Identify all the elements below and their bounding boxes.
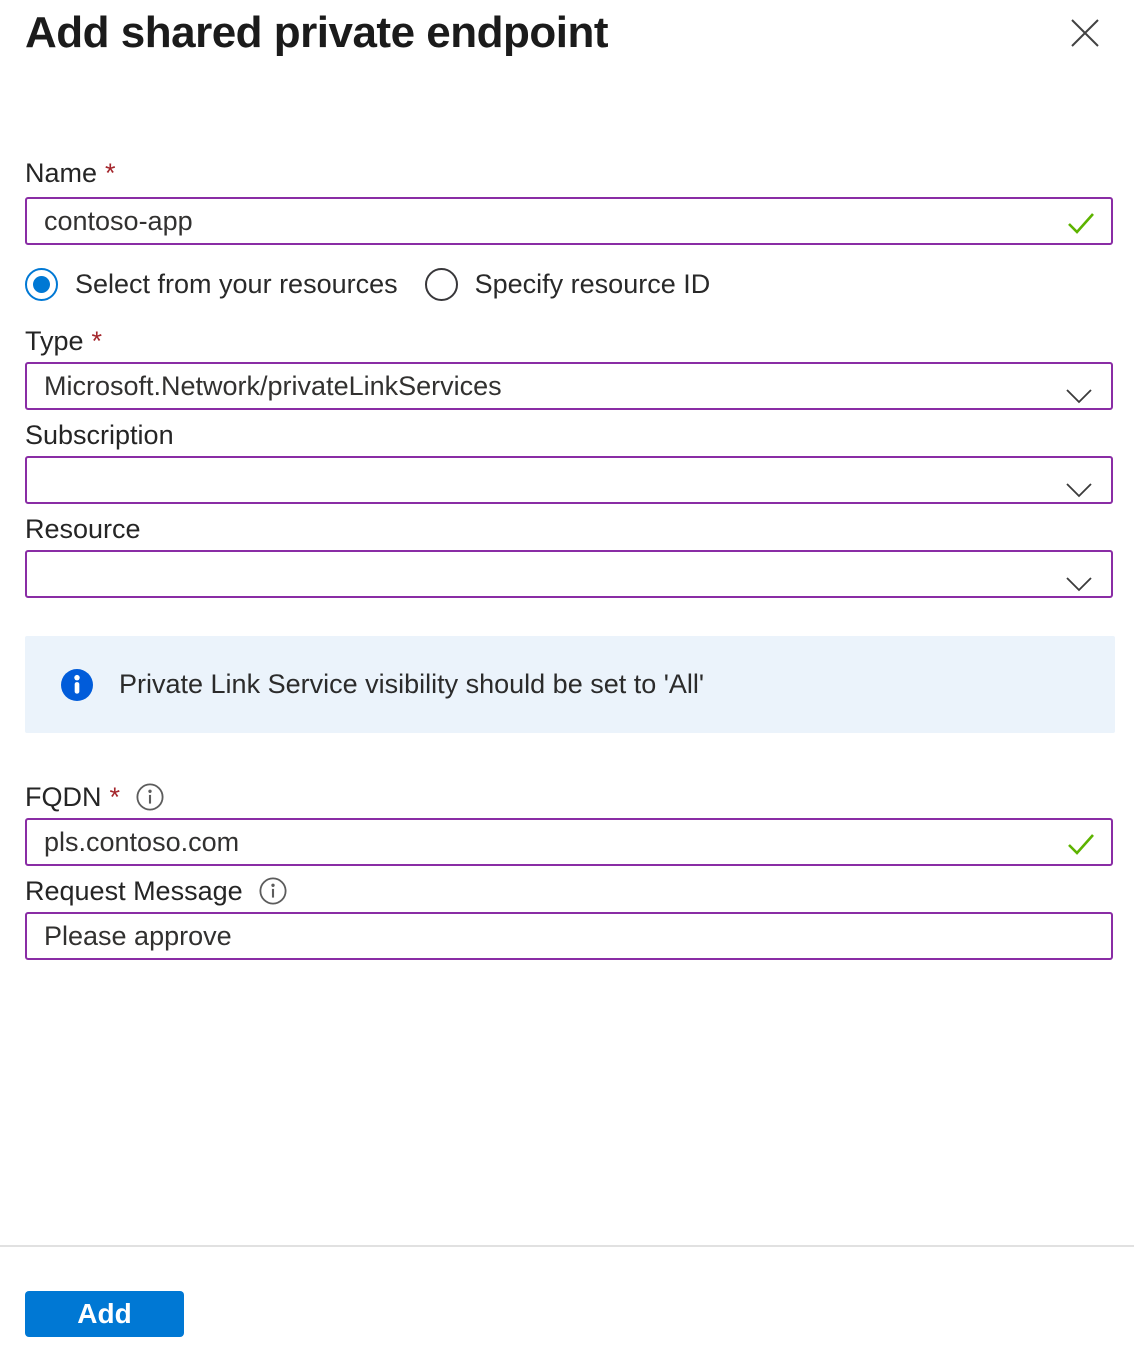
valid-check-icon [1066, 211, 1096, 242]
request-message-label: Request Message [25, 876, 243, 906]
request-message-field[interactable] [25, 912, 1113, 960]
required-asterisk: * [105, 158, 116, 188]
info-filled-icon [61, 669, 93, 701]
radio-selected-icon [25, 268, 58, 301]
info-tooltip-icon[interactable] [259, 877, 287, 905]
resource-label: Resource [25, 514, 141, 544]
name-label: Name [25, 158, 98, 188]
valid-check-icon [1066, 832, 1096, 863]
fqdn-field[interactable] [25, 818, 1113, 866]
type-label: Type [25, 326, 84, 356]
fqdn-label: FQDN [25, 782, 102, 812]
radio-specify-resource-id[interactable] [425, 268, 711, 301]
chevron-down-icon [1065, 380, 1093, 411]
chevron-down-icon [1065, 568, 1093, 599]
resource-mode-radio-group [25, 267, 1113, 301]
fqdn-label-row [25, 781, 1113, 813]
name-field[interactable] [25, 197, 1113, 245]
radio-label: Specify resource ID [474, 268, 711, 299]
type-label-row [25, 325, 1113, 357]
name-label-row [25, 157, 1113, 189]
required-asterisk: * [91, 326, 103, 356]
resource-label-row [25, 513, 1113, 545]
page-title: Add shared private endpoint [25, 8, 609, 57]
name-field-value: contoso-app [44, 205, 193, 236]
radio-label: Select from your resources [75, 268, 398, 299]
request-message-label-row [25, 875, 1113, 907]
request-message-field-value: Please approve [44, 920, 232, 951]
info-banner-text: Private Link Service visibility should be set to 'All' [119, 669, 705, 699]
close-icon[interactable] [1068, 16, 1102, 50]
subscription-label-row [25, 419, 1113, 451]
type-dropdown[interactable] [25, 362, 1113, 410]
add-button[interactable]: Add [25, 1291, 184, 1337]
subscription-label: Subscription [25, 420, 174, 450]
fqdn-field-value: pls.contoso.com [44, 826, 240, 857]
subscription-dropdown[interactable] [25, 456, 1113, 504]
radio-select-from-resources[interactable] [25, 268, 398, 301]
chevron-down-icon [1065, 474, 1093, 505]
endpoint-form [0, 157, 1134, 960]
radio-unselected-icon [425, 268, 458, 301]
info-tooltip-icon[interactable] [136, 783, 164, 811]
footer-divider [0, 1245, 1134, 1247]
panel-header [0, 0, 1134, 58]
type-dropdown-value: Microsoft.Network/privateLinkServices [44, 370, 502, 401]
resource-dropdown[interactable] [25, 550, 1113, 598]
info-banner [25, 636, 1115, 733]
required-asterisk: * [109, 782, 121, 812]
